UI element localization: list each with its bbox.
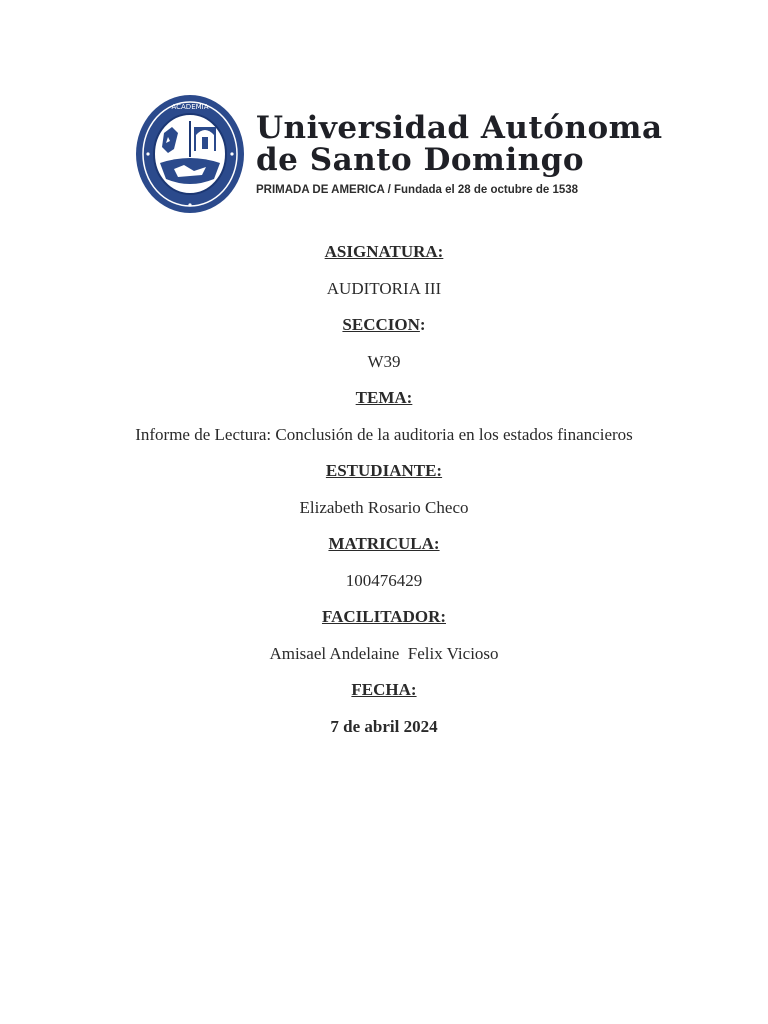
seccion-value: W39 <box>367 352 401 371</box>
fecha-value: 7 de abril 2024 <box>330 717 438 736</box>
matricula-value: 100476429 <box>345 571 423 590</box>
university-logo-banner <box>120 86 663 222</box>
estudiante-value: Elizabeth Rosario Checo <box>299 498 469 517</box>
university-name-block <box>256 112 663 196</box>
seccion-colon: : <box>419 315 426 334</box>
fecha-label: FECHA: <box>351 680 417 699</box>
university-name-line2: de Santo Domingo <box>256 142 585 178</box>
seal-ring-text: ACADEMIA <box>171 103 209 111</box>
asignatura-label: ASIGNATURA: <box>324 242 444 261</box>
asignatura-value: AUDITORIA III <box>326 279 442 298</box>
seccion-label: SECCION <box>342 315 420 334</box>
tema-label: TEMA: <box>355 388 413 407</box>
matricula-label: MATRICULA: <box>328 534 440 553</box>
university-seal-icon <box>134 93 246 215</box>
tema-value: Informe de Lectura: Conclusión de la auditoria en los estados financieros <box>135 425 633 444</box>
facilitador-value: Amisael Andelaine Felix Vicioso <box>269 644 499 663</box>
seccion-label-line <box>0 315 768 335</box>
facilitador-label: FACILITADOR: <box>321 607 447 626</box>
cover-details <box>0 242 768 737</box>
university-tagline: PRIMADA DE AMERICA / Fundada el 28 de octubre de 1538 <box>256 184 579 196</box>
university-name-line1: Universidad Autónoma <box>256 110 663 146</box>
estudiante-label: ESTUDIANTE: <box>325 461 443 480</box>
